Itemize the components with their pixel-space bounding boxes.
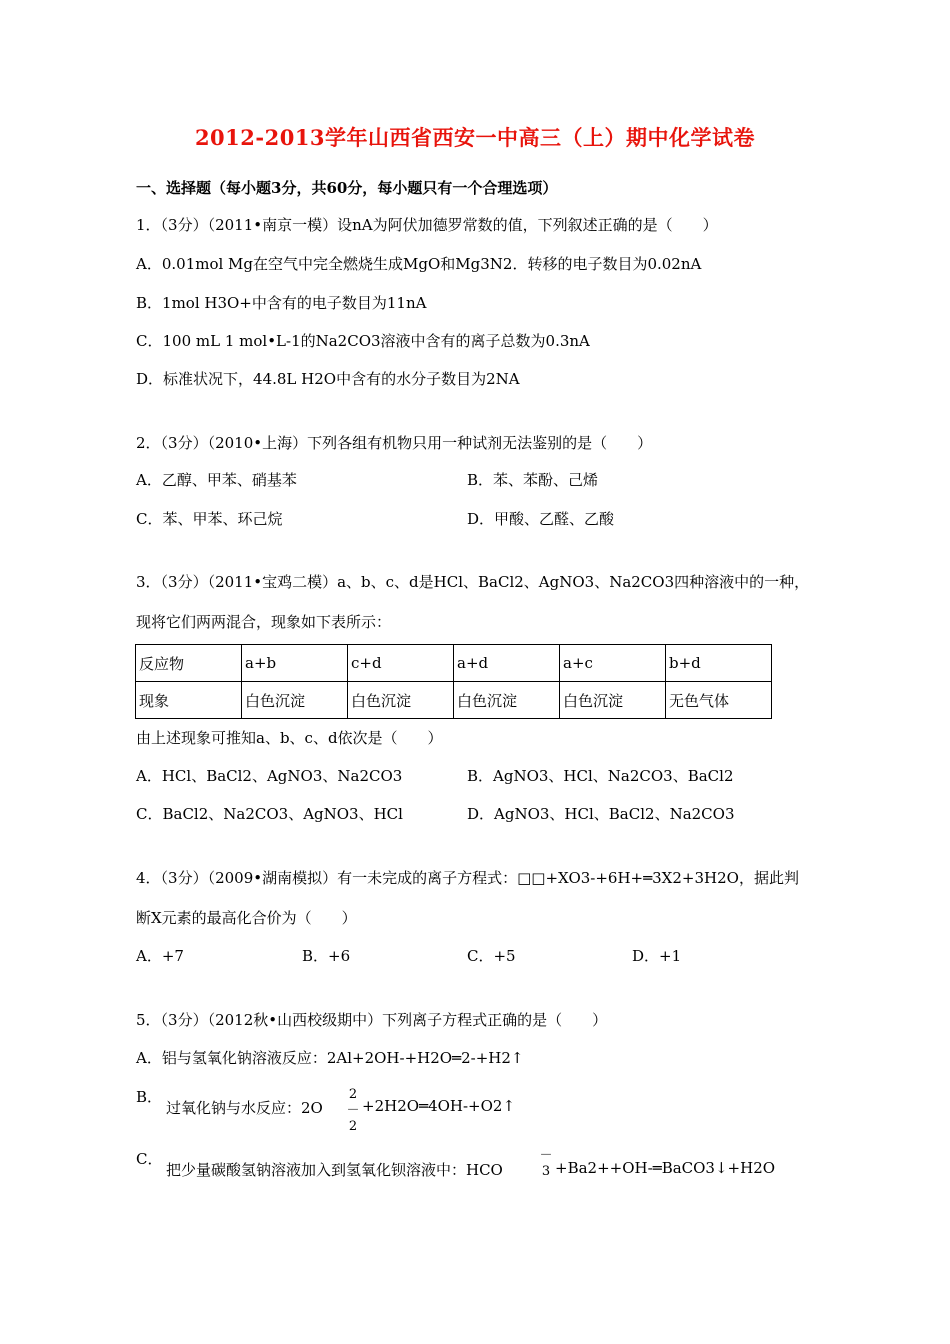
table-cell: 白色沉淀 (348, 682, 454, 719)
q3-stem-line2: 现将它们两两混合，现象如下表所示： (136, 613, 392, 631)
q3-option-c: C．BaCl2、Na2CO3、AgNO3、HCl (136, 805, 403, 823)
q3-option-a: A．HCl、BaCl2、AgNO3、Na2CO3 (136, 767, 403, 785)
page-title: 2012-2013学年山西省西安一中高三（上）期中化学试卷 (194, 125, 756, 150)
q2-option-b: B．苯、苯酚、己烯 (467, 471, 599, 489)
q1-option-c: C．100 mL 1 mol•L-1的Na2CO3溶液中含有的离子总数为0.3nA (136, 332, 590, 350)
q5-option-c-text: 把少量碳酸氢钠溶液加入到氢氧化钡溶液中：HCO (166, 1161, 503, 1179)
q4-stem-line1: 4．（3分）（2009•湖南模拟）有一未完成的离子方程式：□□+XO3-+6H+═3X2+3H2O，据此判 (136, 869, 799, 887)
table-row (136, 682, 772, 719)
q4-option-a: A．+7 (136, 947, 184, 965)
q3-question: 由上述现象可推知a、b、c、d依次是（ ） (136, 729, 443, 747)
q5-option-a: A．铝与氢氧化钠溶液反应：2Al+2OH-+H2O═2-+H2↑ (136, 1049, 524, 1067)
table-cell: b+d (666, 645, 772, 682)
q5-stem: 5．（3分）（2012秋•山西校级期中）下列离子方程式正确的是（ ） (136, 1011, 608, 1029)
fraction-bottom: 3 (541, 1164, 551, 1179)
table-cell: a+c (560, 645, 666, 682)
table-cell: a+b (242, 645, 348, 682)
q4-option-d: D．+1 (632, 947, 682, 965)
table-cell: 现象 (136, 682, 242, 719)
q3-option-d: D．AgNO3、HCl、BaCl2、Na2CO3 (467, 805, 735, 823)
q5-option-b-text: 过氧化钠与水反应：2O (166, 1099, 323, 1117)
q3-stem-line1: 3．（3分）（2011•宝鸡二模）a、b、c、d是HCl、BaCl2、AgNO3、Na2CO3四种溶液中的一种， (136, 573, 810, 591)
table-cell: 反应物 (136, 645, 242, 682)
q1-option-b: B．1mol H3O+中含有的电子数目为11nA (136, 294, 427, 312)
q4-stem-line2: 断X元素的最高化合价为（ ） (136, 909, 357, 927)
peroxide-ion-fraction (345, 1087, 361, 1135)
section-heading: 一、选择题（每小题3分，共60分，每小题只有一个合理选项） (136, 179, 558, 197)
q2-option-a: A．乙醇、甲苯、硝基苯 (136, 471, 297, 489)
table-cell: 白色沉淀 (242, 682, 348, 719)
bicarbonate-fraction (538, 1148, 554, 1180)
q1-stem: 1．（3分）（2011•南京一模）设nA为阿伏加德罗常数的值，下列叙述正确的是（ ） (136, 216, 718, 234)
table-cell: 白色沉淀 (560, 682, 666, 719)
q5-option-b-tail: +2H2O═4OH-+O2↑ (362, 1097, 516, 1115)
table-header-row (136, 645, 772, 682)
q5-option-c-tail: +Ba2++OH-═BaCO3↓+H2O (555, 1159, 776, 1177)
fraction-bottom: 2 (348, 1119, 358, 1134)
q2-option-d: D．甲酸、乙醛、乙酸 (467, 510, 615, 528)
q5-option-c-label: C． (136, 1150, 163, 1168)
q2-stem: 2．（3分）（2010•上海）下列各组有机物只用一种试剂无法鉴别的是（ ） (136, 434, 653, 452)
q4-option-b: B．+6 (302, 947, 351, 965)
fraction-top: － (539, 1148, 553, 1163)
table-cell: c+d (348, 645, 454, 682)
q2-option-c: C．苯、甲苯、环己烷 (136, 510, 283, 528)
table-cell: a+d (454, 645, 560, 682)
q1-option-d: D．标准状况下，44.8L H2O中含有的水分子数目为2NA (136, 370, 520, 388)
table-cell: 白色沉淀 (454, 682, 560, 719)
q5-option-b-label: B． (136, 1088, 163, 1106)
fraction-top: 2－ (346, 1087, 360, 1118)
table-cell: 无色气体 (666, 682, 772, 719)
q1-option-a: A．0.01mol Mg在空气中完全燃烧生成MgO和Mg3N2．转移的电子数目为0.02nA (136, 255, 702, 273)
q4-option-c: C．+5 (467, 947, 516, 965)
reaction-table (135, 644, 772, 719)
q3-option-b: B．AgNO3、HCl、Na2CO3、BaCl2 (467, 767, 734, 785)
